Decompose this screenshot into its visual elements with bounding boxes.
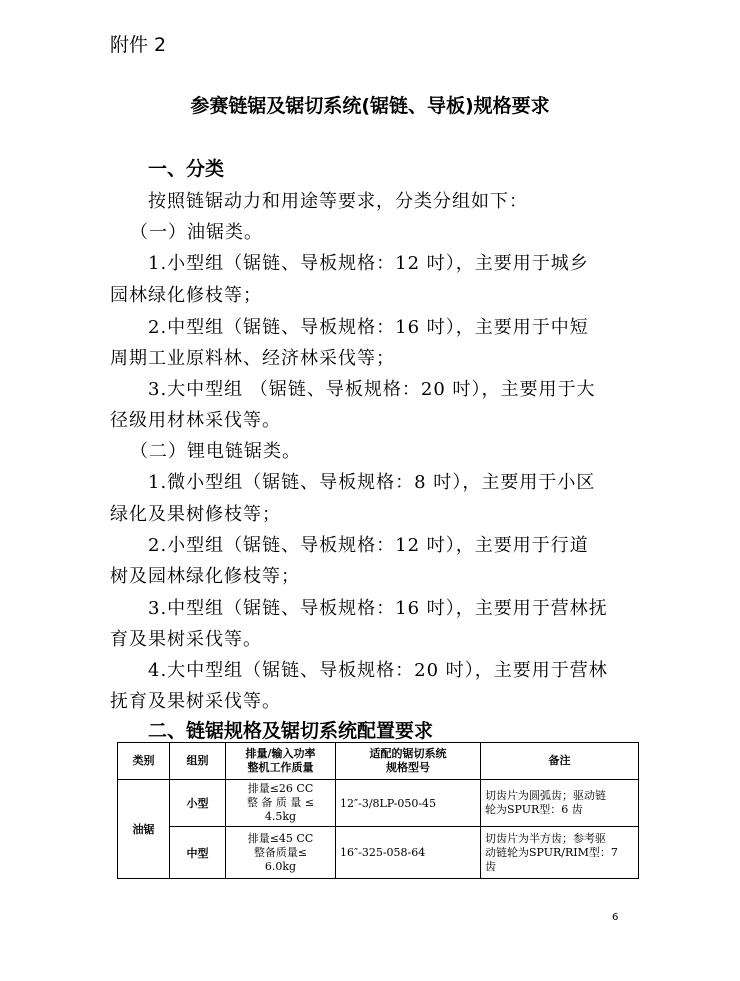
group2-line: 育及果树采伐等。	[110, 629, 262, 650]
header-displacement: 排量/输入功率 整机工作质量	[226, 743, 336, 780]
section2-heading: 二、链锯规格及锯切系统配置要求	[148, 720, 434, 742]
note-cell: 切齿片为半方齿；参考驱 动链轮为SPUR/RIM型：7 齿	[481, 827, 639, 879]
header-group: 组别	[170, 743, 226, 780]
section1-heading: 一、分类	[148, 158, 225, 180]
group-cell: 中型	[170, 827, 226, 879]
group2-line: 抚育及果树采伐等。	[110, 691, 281, 712]
group2-line: 4.大中型组（锯链、导板规格：20 吋），主要用于营林	[148, 660, 608, 681]
page-number: 6	[612, 912, 619, 923]
displacement-cell: 排量≤45 CC 整备质量≤ 6.0kg	[226, 827, 336, 879]
displacement-cell: 排量≤26 CC 整 备 质 量 ≤ 4.5kg	[226, 780, 336, 827]
group1-line: 2.中型组（锯链、导板规格：16 吋），主要用于中短	[148, 317, 589, 338]
header-model: 适配的锯切系统 规格型号	[336, 743, 481, 780]
group2-line: 1.微小型组（锯链、导板规格：8 吋），主要用于小区	[148, 472, 596, 493]
note-cell: 切齿片为圆弧齿；驱动链 轮为SPUR型：6 齿	[481, 780, 639, 827]
category-cell: 油锯	[118, 780, 170, 879]
group2-line: 绿化及果树修枝等；	[110, 504, 281, 525]
spec-table	[117, 742, 639, 879]
group-cell: 小型	[170, 780, 226, 827]
attachment-label: 附件 2	[110, 34, 167, 56]
group2-line: 树及园林绿化修枝等；	[110, 566, 300, 587]
section1-intro: 按照链锯动力和用途等要求，分类分组如下：	[148, 191, 528, 212]
group1-line: 1.小型组（锯链、导板规格：12 吋），主要用于城乡	[148, 253, 589, 274]
table-row	[118, 780, 639, 827]
group1-line: 3.大中型组 （锯链、导板规格：20 吋），主要用于大	[148, 379, 596, 400]
group1-line: 周期工业原料林、经济林采伐等；	[110, 348, 395, 369]
group2-heading: （二）锂电链锯类。	[130, 441, 301, 462]
group1-heading: （一）油锯类。	[130, 222, 263, 243]
document-title: 参赛链锯及锯切系统(锯链、导板)规格要求	[190, 95, 550, 117]
group1-line: 园林绿化修枝等；	[110, 285, 262, 306]
model-cell: 12″-3/8LP-050-45	[336, 780, 481, 827]
table-header-row	[118, 743, 639, 780]
model-cell: 16″-325-058-64	[336, 827, 481, 879]
group2-line: 3.中型组（锯链、导板规格：16 吋），主要用于营林抚	[148, 598, 608, 619]
group2-line: 2.小型组（锯链、导板规格：12 吋），主要用于行道	[148, 535, 589, 556]
group1-line: 径级用材林采伐等。	[110, 410, 281, 431]
header-category: 类别	[118, 743, 170, 780]
table-row	[118, 827, 639, 879]
header-note: 备注	[481, 743, 639, 780]
